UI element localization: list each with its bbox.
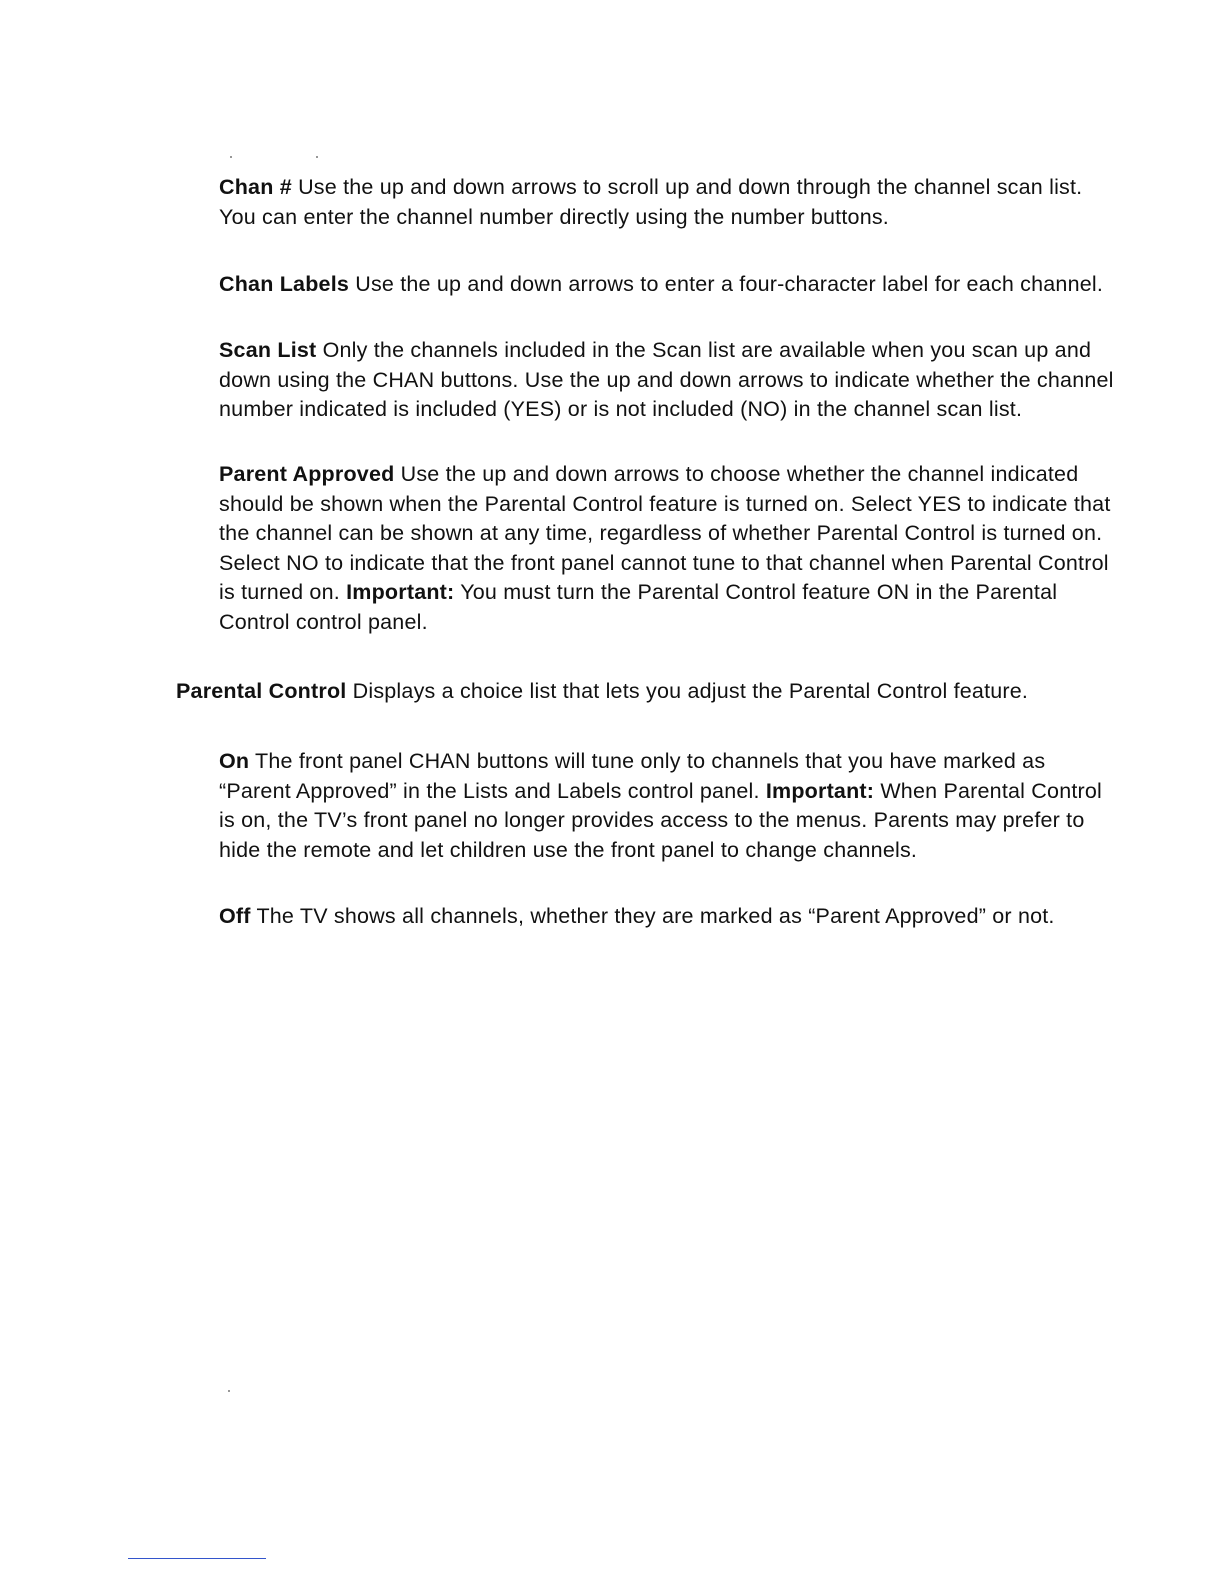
term-off: Off [219, 904, 251, 928]
term-scan-list: Scan List [219, 338, 317, 362]
term-parental-control: Parental Control [176, 679, 347, 703]
desc-chan-number: Use the up and down arrows to scroll up and down through the channel scan list. You can enter the channel number directly using the number buttons. [219, 175, 1083, 229]
entry-off [219, 902, 1119, 932]
entry-scan-list [219, 336, 1119, 425]
term-chan-labels: Chan Labels [219, 272, 350, 296]
desc-on: The front panel CHAN buttons will tune only to channels that you have marked as “Parent Approved” in the Lists and Labels control panel. [219, 749, 1046, 803]
footer-rule [128, 1558, 266, 1559]
desc-parental-control: Displays a choice list that lets you adjust the Parental Control feature. [346, 679, 1029, 703]
important-label-on: Important: [765, 778, 875, 803]
scan-speck [230, 156, 232, 158]
desc-parent-approved: Use the up and down arrows to choose whether the channel indicated should be shown when the Parental Control feature is turned on. Select YES to indicate that the channel can be shown at any time, regardless of whether Parental Control is turned on. Select NO to indicate that the front panel cannot tune to that channel when Parental Control is turned on. [219, 462, 1111, 604]
important-text-parent-approved: You must turn the Parental Control feature ON in the Parental Control control panel. [219, 580, 1058, 634]
term-parent-approved: Parent Approved [219, 462, 395, 486]
entry-chan-labels [219, 270, 1119, 300]
entry-parental-control [176, 677, 1076, 707]
scan-speck [316, 156, 318, 158]
term-on: On [219, 749, 250, 773]
scan-speck [228, 1390, 230, 1392]
desc-scan-list: Only the channels included in the Scan list are available when you scan up and down using the CHAN buttons. Use the up and down arrows to indicate whether the channel number indicated is included (YES) or is not included (NO) in the channel scan list. [219, 338, 1114, 421]
desc-chan-labels: Use the up and down arrows to enter a four-character label for each channel. [349, 272, 1104, 296]
entry-chan-number [219, 173, 1119, 232]
entry-on [219, 747, 1119, 865]
entry-parent-approved [219, 460, 1119, 637]
desc-off: The TV shows all channels, whether they are marked as “Parent Approved” or not. [250, 904, 1055, 928]
important-label-parent-approved: Important: [346, 580, 455, 604]
important-text-on: When Parental Control is on, the TV’s front panel no longer provides access to the menus. Parents may prefer to hide the remote and let children use the front panel to change channels. [219, 778, 1103, 862]
term-chan-number: Chan # [219, 175, 292, 199]
